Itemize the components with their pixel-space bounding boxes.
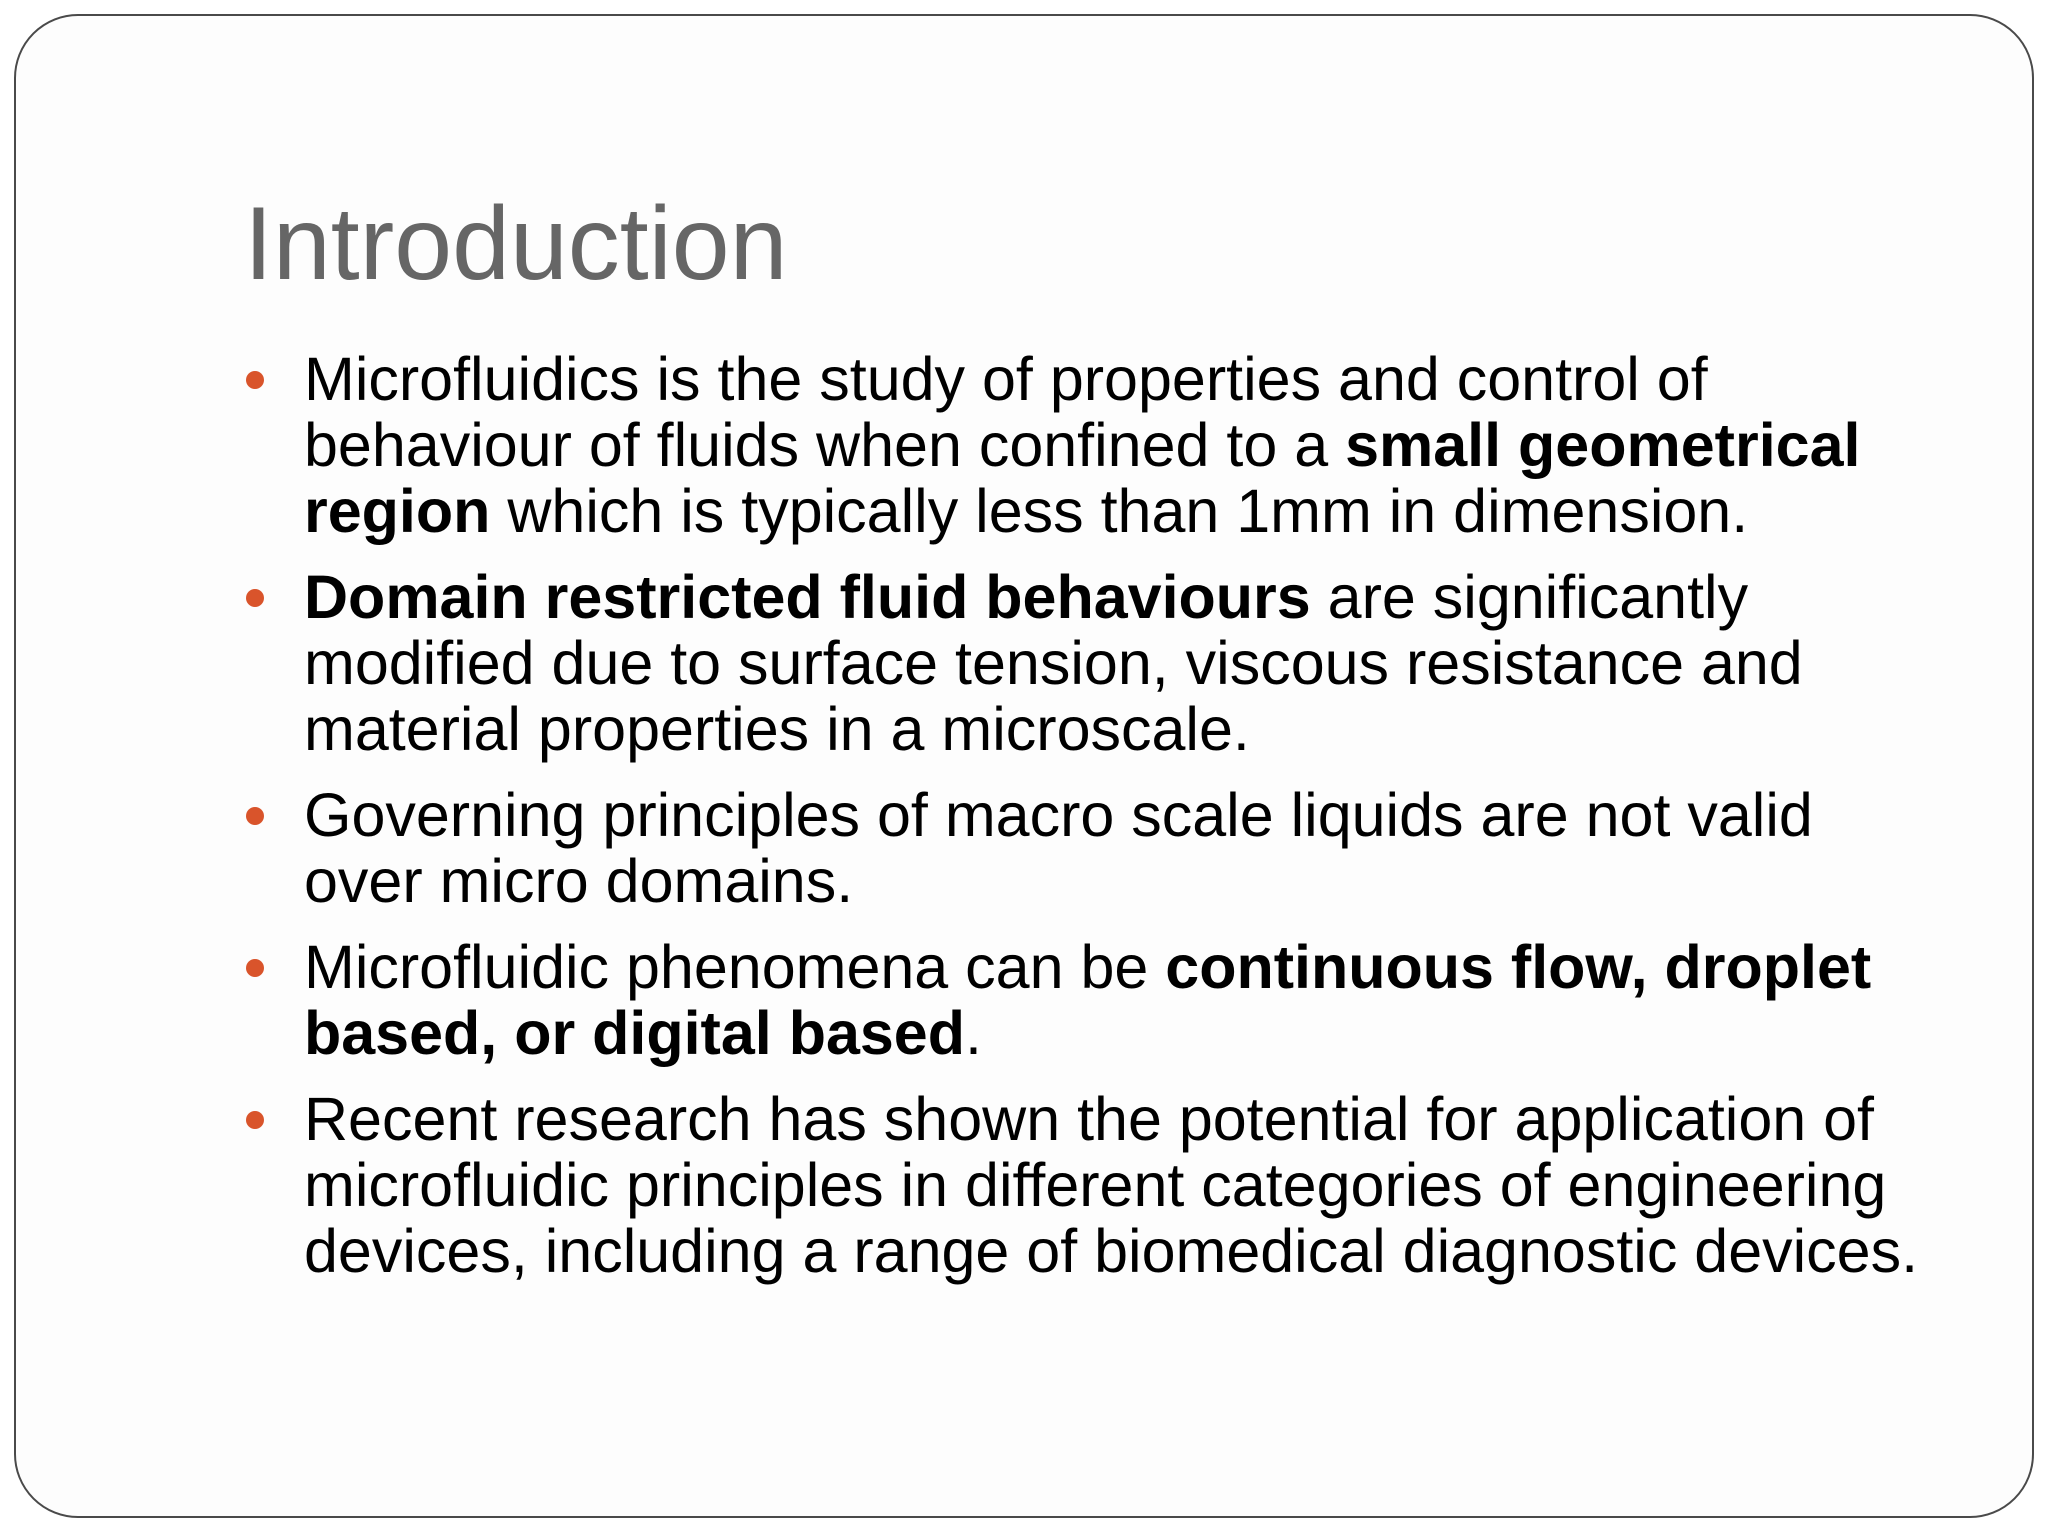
bullet-segment-bold: small geometrical region	[304, 411, 1861, 545]
bullet-segment: which is typically less than 1mm in dimension.	[490, 477, 1749, 545]
bullet-segment: are significantly modified due to surface tension, viscous resistance and material properties in a microscale.	[304, 563, 1803, 763]
bullet-dot-icon	[246, 807, 264, 825]
bullet-segment: Microfluidic phenomena can be	[304, 933, 1166, 1001]
bullet-segment-bold: continuous flow, droplet based, or digital based	[304, 933, 1872, 1067]
bullet-segment: Microfluidics is the study of properties and control of behaviour of fluids when confined to a	[304, 345, 1708, 479]
bullet-item	[244, 346, 1944, 544]
bullet-segment: .	[965, 999, 982, 1067]
bullet-text	[304, 1085, 1918, 1285]
bullet-text	[304, 563, 1803, 763]
bullet-item	[244, 564, 1944, 762]
bullet-item	[244, 934, 1944, 1066]
bullet-dot-icon	[246, 959, 264, 977]
bullet-item	[244, 1086, 1944, 1284]
bullet-segment-bold: Domain restricted fluid behaviours	[304, 563, 1311, 631]
bullet-text	[304, 345, 1860, 545]
bullet-segment: Governing principles of macro scale liquids are not valid over micro domains.	[304, 781, 1813, 915]
bullet-dot-icon	[246, 1111, 264, 1129]
bullet-list	[244, 346, 1944, 1304]
bullet-dot-icon	[246, 371, 264, 389]
bullet-text	[304, 781, 1813, 915]
slide-title: Introduction	[244, 186, 788, 302]
bullet-segment: Recent research has shown the potential for application of microfluidic principles in different categories of engineering devices, including a range of biomedical diagnostic devices.	[304, 1085, 1919, 1285]
slide-frame	[14, 14, 2034, 1518]
bullet-item	[244, 782, 1944, 914]
bullet-dot-icon	[246, 589, 264, 607]
bullet-text	[304, 933, 1871, 1067]
